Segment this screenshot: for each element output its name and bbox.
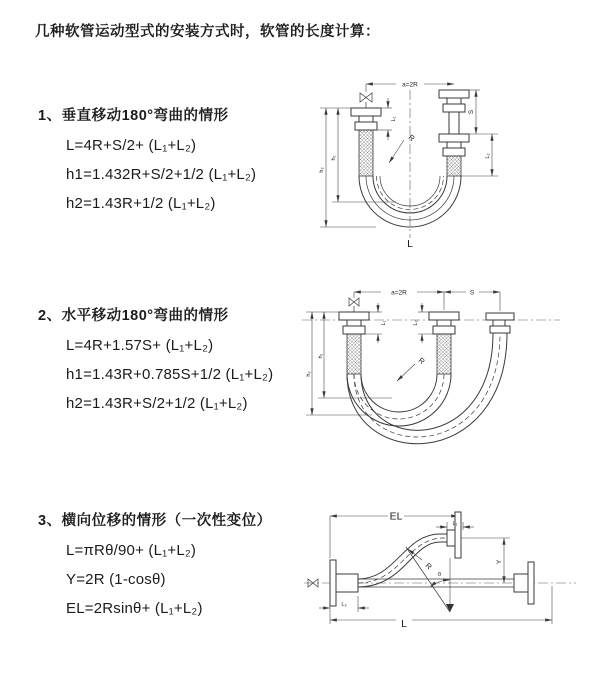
hose-u-bend-1 bbox=[347, 374, 451, 426]
dim-label-s: S bbox=[468, 109, 475, 115]
dim-label-l2: L₂ bbox=[413, 320, 419, 326]
section-1-heading: 1、垂直移动180°弯曲的情形 bbox=[38, 108, 229, 124]
dim-label-h2: h₂ bbox=[306, 371, 312, 377]
dim-label-h2: h₂ bbox=[319, 167, 325, 173]
fitting-middle bbox=[429, 312, 459, 334]
radius-label: R bbox=[423, 561, 434, 572]
dim-label-a-2r: a=2R bbox=[391, 289, 407, 297]
formula-L: L=4R+1.57S+ (L₁+L₂) bbox=[66, 337, 214, 354]
angle-label: θ bbox=[438, 572, 442, 578]
section-2-text bbox=[38, 304, 273, 412]
diagram-vertical-180 bbox=[308, 72, 548, 252]
formula-L: L=4R+S/2+ (L₁+L₂) bbox=[66, 137, 197, 154]
formula-L: L=πRθ/90+ (L₁+L₂) bbox=[66, 542, 197, 559]
hose-displaced-position bbox=[358, 512, 461, 587]
section-2-heading: 2、水平移动180°弯曲的情形 bbox=[38, 308, 229, 324]
formula-h2: h2=1.43R+1/2 (L₁+L₂) bbox=[66, 195, 216, 212]
braided-section-left bbox=[359, 130, 373, 176]
diagram-horizontal-180 bbox=[296, 282, 566, 462]
braided-section-right bbox=[447, 156, 461, 176]
dim-label-h1: h₁ bbox=[331, 155, 337, 161]
formula-h1: h1=1.43R+0.785S+1/2 (L₁+L₂) bbox=[66, 366, 274, 383]
fitting-left bbox=[351, 108, 381, 130]
dimension-lines bbox=[306, 289, 500, 415]
dimension-lines bbox=[319, 516, 552, 624]
dim-label-l2: L₂ bbox=[485, 153, 491, 159]
dim-label-l1: L₁ bbox=[381, 320, 387, 326]
section-3-text bbox=[38, 509, 272, 617]
fitting-right bbox=[486, 313, 514, 333]
valve-icon bbox=[360, 93, 372, 102]
dim-label-h1: h₁ bbox=[318, 353, 324, 359]
formula-h1: h1=1.432R+S/2+1/2 (L₁+L₂) bbox=[66, 166, 257, 183]
formula-EL: EL=2Rsinθ+ (L₁+L₂) bbox=[66, 600, 203, 617]
hose-u-bend-2 bbox=[347, 333, 507, 444]
braided-section-middle bbox=[437, 334, 451, 374]
braided-section-left bbox=[347, 334, 361, 374]
dim-label-el: EL bbox=[389, 510, 403, 523]
valve-icon bbox=[349, 298, 359, 306]
page-title: 几种软管运动型式的安装方式时，软管的长度计算： bbox=[35, 24, 380, 40]
dim-label-l1: L₁ bbox=[452, 521, 458, 527]
fitting-right-upper bbox=[439, 90, 469, 112]
dim-label-l1: L₁ bbox=[391, 116, 397, 122]
radius-label: R bbox=[406, 132, 417, 144]
length-label: L bbox=[407, 238, 413, 250]
diagram-labels bbox=[341, 511, 503, 631]
dimension-lines bbox=[320, 81, 498, 227]
offset-label: Y bbox=[496, 559, 503, 565]
fitting-right-lower bbox=[439, 134, 469, 156]
dim-label-a-2r: a=2R bbox=[402, 81, 418, 89]
formula-h2: h2=1.43R+S/2+1/2 (L₁+L₂) bbox=[66, 395, 248, 412]
hose-assembly bbox=[339, 298, 514, 444]
section-1-text bbox=[38, 104, 256, 212]
section-3-heading: 3、横向位移的情形（一次性变位） bbox=[38, 513, 272, 529]
length-label: L bbox=[401, 618, 407, 630]
radius-label: R bbox=[416, 355, 427, 367]
diagram-lateral-displacement bbox=[300, 500, 580, 645]
flange-left bbox=[330, 560, 358, 606]
dim-label-l2: L₂ bbox=[341, 602, 347, 608]
formula-Y: Y=2R (1-cosθ) bbox=[66, 571, 166, 588]
fitting-left bbox=[339, 312, 369, 334]
dim-label-s: S bbox=[469, 289, 475, 297]
